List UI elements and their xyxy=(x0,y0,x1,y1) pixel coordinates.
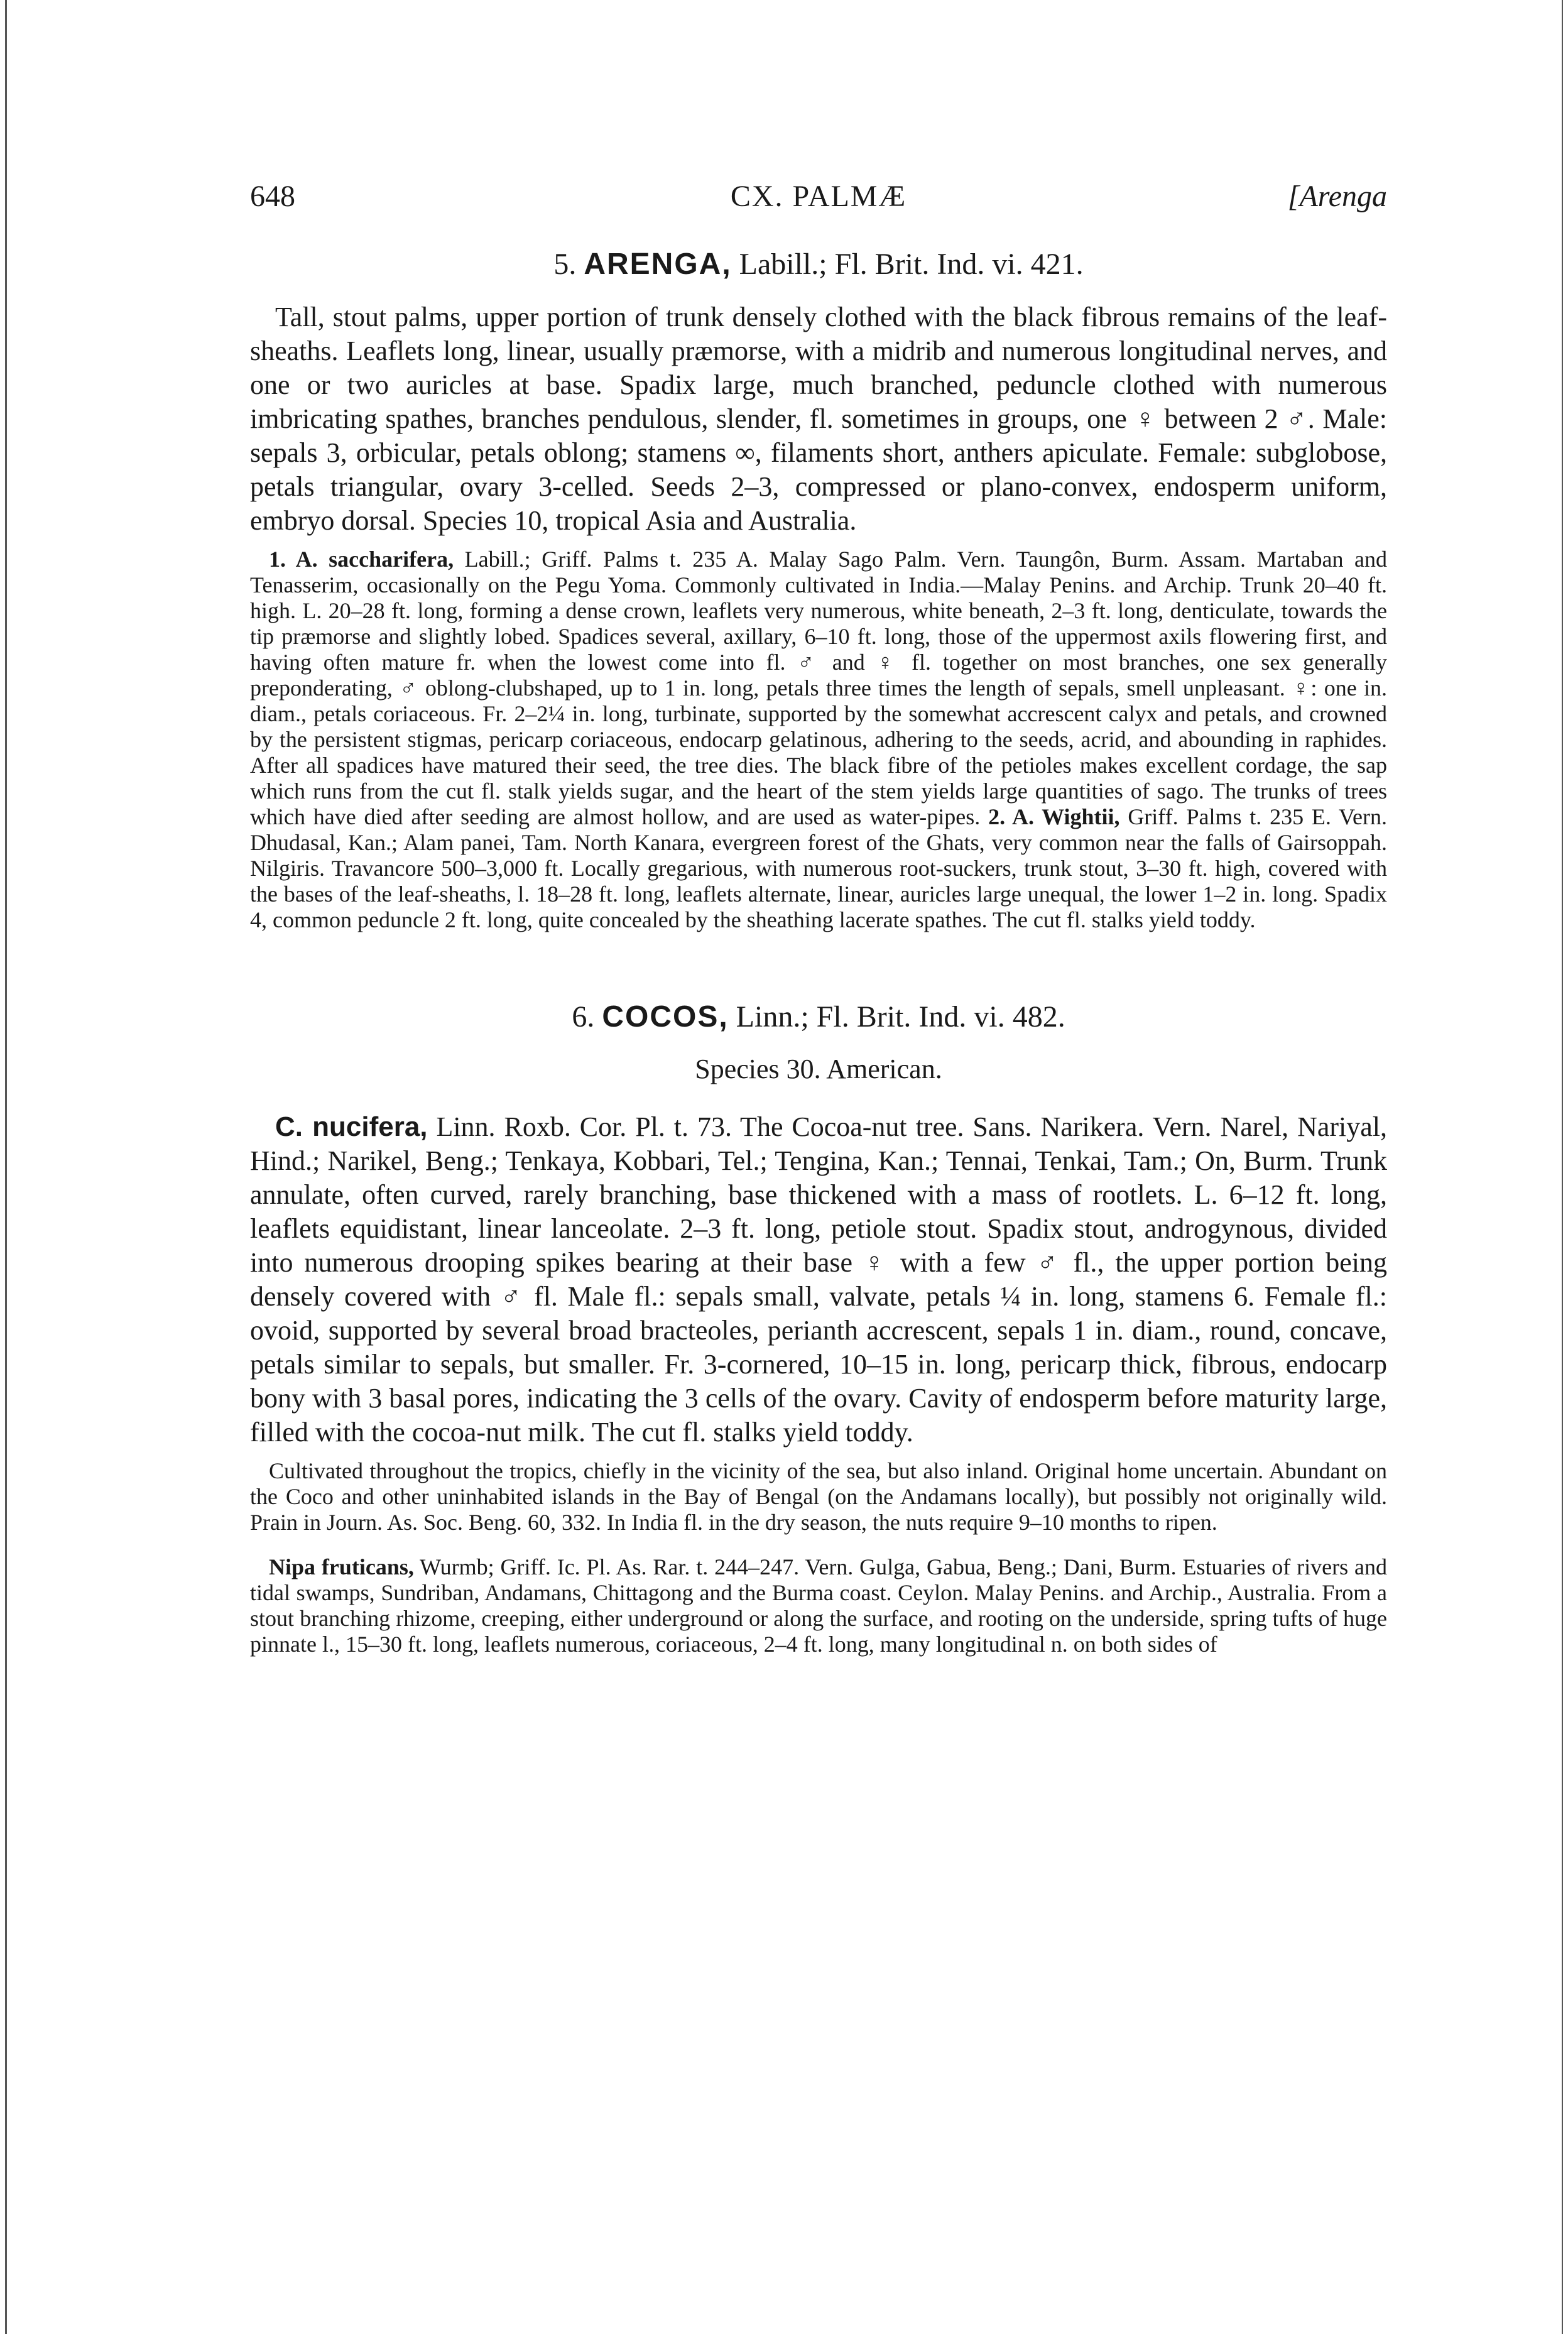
arenga-heading xyxy=(250,247,1387,281)
running-genus: [Arenga xyxy=(1287,180,1387,213)
arenga-number: 5. xyxy=(553,248,577,281)
arenga-species-paragraph xyxy=(250,547,1387,933)
arenga-reference: Labill.; Fl. Brit. Ind. vi. 421. xyxy=(739,248,1084,281)
family-title: CX. PALMÆ xyxy=(730,180,907,213)
species-label-saccharifera: 1. A. saccharifera, xyxy=(269,547,454,572)
nipa-paragraph xyxy=(250,1554,1387,1657)
section-gap xyxy=(250,933,1387,982)
cocos-name: COCOS, xyxy=(602,1000,729,1033)
species-label-nucifera: C. nucifera, xyxy=(275,1111,428,1142)
binding-edge-left xyxy=(5,0,7,2334)
book-page xyxy=(250,179,1387,1657)
binding-edge-right xyxy=(1562,0,1563,2334)
arenga-description: Tall, stout palms, upper portion of trunk densely clothed with the black fibrous remains of the leaf-sheaths. Leaflets long, linear, usually præmorse, with a midrib and numerous longitudinal nerves, and one or two auricles at base. Spadix large, much branched, peduncle clothed with numerous imbricating spathes, branches pendulous, slender, fl. sometimes in groups, one ♀ between 2 ♂. Male: sepals 3, orbicular, petals oblong; stamens ∞, filaments short, anthers apiculate. Female: subglobose, petals triangular, ovary 3-celled. Seeds 2–3, compressed or plano-convex, endosperm uniform, embryo dorsal. Species 10, tropical Asia and Australia. xyxy=(250,302,1387,536)
species-text-saccharifera: Labill.; Griff. Palms t. 235 A. Malay Sago Palm. Vern. Taungôn, Burm. Assam. Martaban and Tenasserim, occasionally on the Pegu Yoma. Commonly cultivated in India.—Malay Penins. and Archip. Trunk 20–40 ft. high. L. 20–28 ft. long, forming a dense crown, leaflets very numerous, white beneath, 2–3 ft. long, denticulate, towards the tip præmorse and slightly lobed. Spadices several, axillary, 6–10 ft. long, those of the uppermost axils flowering first, and having often mature fr. when the lowest come into fl. ♂ and ♀ fl. together on most branches, one sex generally preponderating, ♂ oblong-clubshaped, up to 1 in. long, petals three times the length of sepals, smell unpleasant. ♀: one in. diam., petals coriaceous. Fr. 2–2¼ in. long, turbinate, supported by the somewhat accrescent calyx and petals, and crowned by the persistent stigmas, pericarp coriaceous, endocarp gelatinous, adhering to the seeds, acrid, and abounding in raphides. After all spadices have matured their seed, the tree dies. The black fibre of the petioles makes excellent cordage, the sap which runs from the cut fl. stalk yields sugar, and the heart of the stem yields large quantities of sago. The trunks of trees which have died after seeding are almost hollow, and are used as water-pipes. xyxy=(250,547,1387,829)
cocos-number: 6. xyxy=(572,1000,595,1033)
cocos-species-note: Species 30. American. xyxy=(695,1054,942,1084)
cocos-distribution: Cultivated throughout the tropics, chiefly in the vicinity of the sea, but also inland. Original home uncertain. Abundant on the Coco and other uninhabited islands in the Bay of Bengal (on the Andamans locally), but possibly not originally wild. Prain in Journ. As. Soc. Beng. 60, 332. In India fl. in the dry season, the nuts require 9–10 months to ripen. xyxy=(250,1458,1387,1535)
species-text-wightii: Griff. Palms t. 235 E. Vern. Dhudasal, Kan.; Alam panei, Tam. North Kanara, evergreen forest of the Ghats, very common near the falls of Gairsoppah. Nilgiris. Travancore 500–3,000 ft. Locally gregarious, with numerous root-suckers, trunk stout, 3–30 ft. high, covered with the bases of the leaf-sheaths, l. 18–28 ft. long, leaflets alternate, linear, auricles large unequal, the lower 1–2 in. long. Spadix 4, common peduncle 2 ft. long, quite concealed by the sheathing lacerate spathes. The cut fl. stalks yield toddy. xyxy=(250,804,1388,932)
species-text-nucifera: Linn. Roxb. Cor. Pl. t. 73. The Cocoa-nut tree. Sans. Narikera. Vern. Narel, Nariyal, Hind.; Narikel, Beng.; Tenkaya, Kobbari, Tel.; Tengina, Kan.; Tennai, Tenkai, Tam.; On, Burm. Trunk annulate, often curved, rarely branching, base thickened with a mass of rootlets. L. 6–12 ft. long, leaflets equidistant, linear lanceolate. 2–3 ft. long, petiole stout. Spadix stout, androgynous, divided into numerous drooping spikes bearing at their base ♀ with a few ♂ fl., the upper portion being densely covered with ♂ fl. Male fl.: sepals small, valvate, petals ¼ in. long, stamens 6. Female fl.: ovoid, supported by several broad bracteoles, perianth accrescent, sepals 1 in. diam., round, concave, petals similar to sepals, but smaller. Fr. 3-cornered, 10–15 in. long, pericarp thick, fibrous, endocarp bony with 3 basal pores, indicating the 3 cells of the ovary. Cavity of endosperm before maturity large, filled with the cocoa-nut milk. The cut fl. stalks yield toddy. xyxy=(250,1111,1388,1448)
arenga-name: ARENGA, xyxy=(584,248,732,281)
species-label-nipa: Nipa fruticans, xyxy=(269,1554,414,1579)
cocos-heading xyxy=(250,1000,1387,1034)
page-number: 648 xyxy=(250,180,295,213)
cocos-nucifera-paragraph xyxy=(250,1110,1387,1449)
cocos-reference: Linn.; Fl. Brit. Ind. vi. 482. xyxy=(736,1000,1065,1033)
running-header xyxy=(250,179,1387,229)
species-label-wightii: 2. A. Wightii, xyxy=(988,804,1120,829)
species-text-nipa: Wurmb; Griff. Ic. Pl. As. Rar. t. 244–247. Vern. Gulga, Gabua, Beng.; Dani, Burm. Estuaries of rivers and tidal swamps, Sundriban, Andamans, Chittagong and the Burma coast. Ceylon. Malay Penins. and Archip., Australia. From a stout branching rhizome, creeping, either underground or along the surface, and rooting on the underside, spring tufts of huge pinnate l., 15–30 ft. long, leaflets numerous, coriaceous, 2–4 ft. long, many longitudinal n. on both sides of xyxy=(250,1554,1387,1657)
